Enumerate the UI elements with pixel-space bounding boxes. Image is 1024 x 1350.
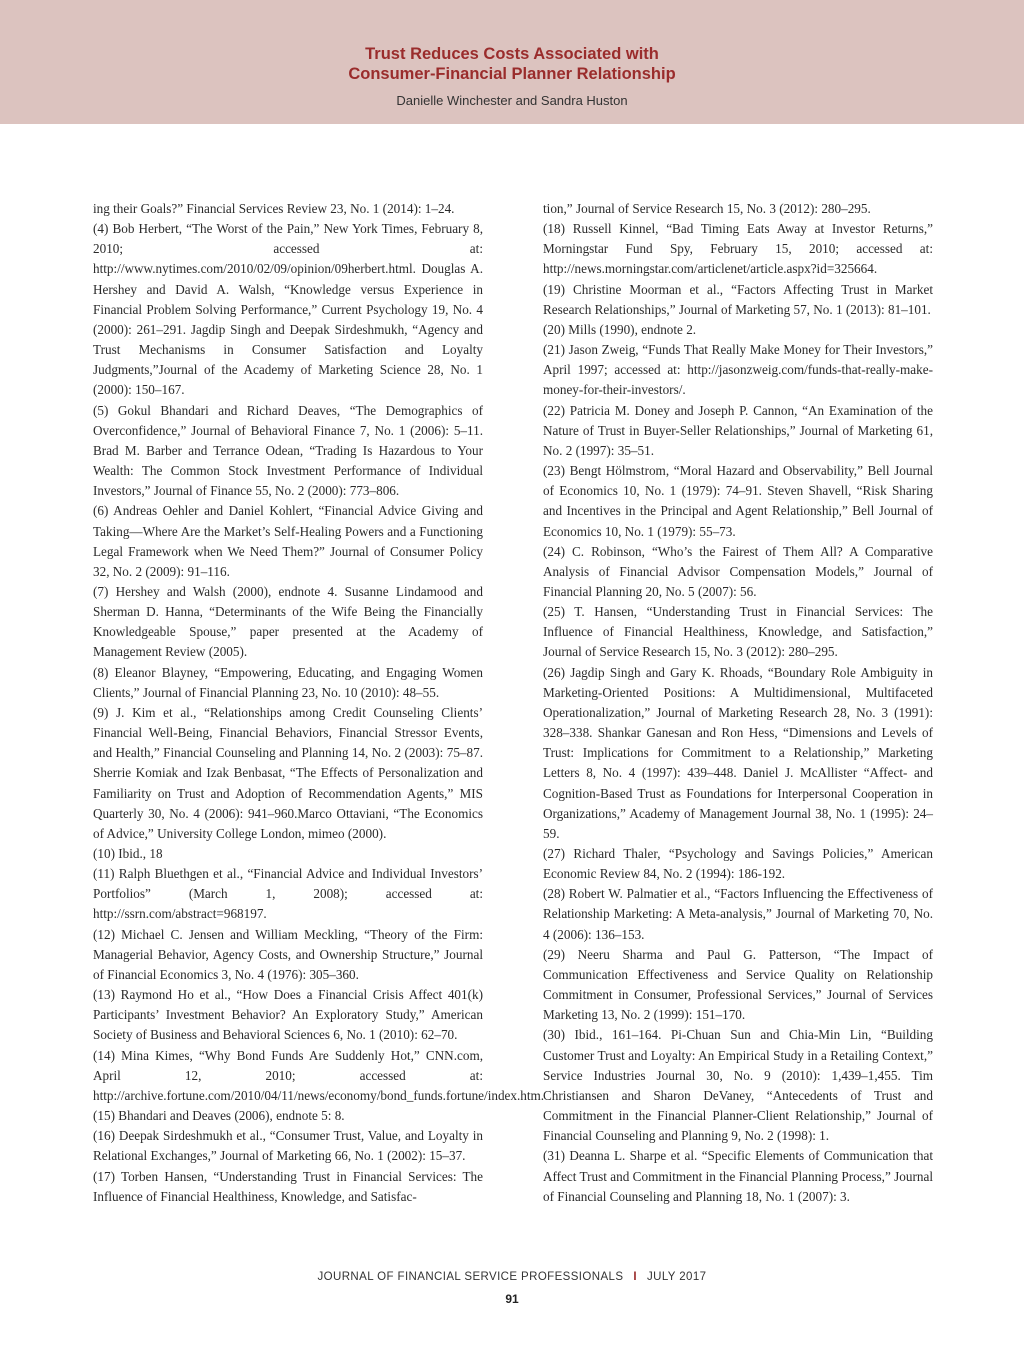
endnote-6: (6) Andreas Oehler and Daniel Kohlert, “Financial Advice Giving and Taking—Where Are the Market’s Self-Healing Powers and a Functioning Legal Framework when We Need Them?” Journal of Consumer Policy 32, No. 2 (2009): 91–116.	[93, 503, 483, 579]
header-band	[0, 0, 1024, 124]
endnote-7: (7) Hershey and Walsh (2000), endnote 4. Susanne Lindamood and Sherman D. Hanna, “Determinants of the Wife Being the Financially Knowledgeable Spouse,” paper presented at the Academy of Management Review (2005).	[93, 583, 483, 660]
endnote-4: (4) Bob Herbert, “The Worst of the Pain,” New York Times, February 8, 2010; accessed at: http://www.nytimes.com/2010/02/09/opinion/09herbert.html. Douglas A. Hershey and David A. Walsh, “Knowledge versus Experience in Financial Problem Solving Performance,” Current Psychology 19, No. 4 (2000): 261–291. Jagdip Singh and Deepak Sirdeshmukh, “Agency and Trust Mechanisms in Consumer Satisfaction and Loyalty Judgments,”Journal of the Academy of Marketing Science 28, No. 1 (2000): 150–167.	[93, 221, 483, 398]
endnote-17: (17) Torben Hansen, “Understanding Trust in Financial Services: The Influence of Financial Healthiness, Knowledge, and Satisfac-	[93, 1168, 483, 1204]
endnote-27: (27) Richard Thaler, “Psychology and Savings Policies,” American Economic Review 84, No. 2 (1994): 186-192.	[543, 846, 933, 882]
endnote-14: (14) Mina Kimes, “Why Bond Funds Are Suddenly Hot,” CNN.com, April 12, 2010; accessed at: http://archive.fortune.com/2010/04/11/news/economy/bond_funds.fortune/index.htm.	[93, 1047, 545, 1103]
endnote-26: (26) Jagdip Singh and Gary K. Rhoads, “Boundary Role Ambiguity in Marketing-Oriented Positions: A Multidimensional, Multifaceted Operationalization,” Journal of Marketing Research 28, No. 3 (1991): 328–338. Shankar Ganesan and Ron Hess, “Dimensions and Levels of Trust: Implications for Commitment to a Relationship,” Marketing Letters 8, No. 4 (1997): 439–448. Daniel J. McAllister “Affect- and Cognition-Based Trust as Foundations for Interpersonal Cooperation in Organizations,” Academy of Management Journal 38, No. 1 (1995): 24–59.	[543, 664, 933, 841]
endnote-16: (16) Deepak Sirdeshmukh et al., “Consumer Trust, Value, and Loyalty in Relational Exchanges,” Journal of Marketing 66, No. 1 (2002): 15–37.	[93, 1128, 483, 1164]
endnote-24: (24) C. Robinson, “Who’s the Fairest of Them All? A Comparative Analysis of Financial Advisor Compensation Models,” Journal of Financial Planning 20, No. 5 (2007): 56.	[543, 543, 933, 599]
endnote-9: (9) J. Kim et al., “Relationships among Credit Counseling Clients’ Financial Well-Being, Financial Behaviors, Financial Stressor Events, and Health,” Financial Counseling and Planning 14, No. 2 (2003): 75–87. Sherrie Komiak and Izak Benbasat, “The Effects of Personalization and Familiarity on Trust and Adoption of Recommendation Agents,” MIS Quarterly 30, No. 4 (2006): 941–960.Marco Ottaviani, “The Economics of Advice,” University College London, mimeo (2000).	[93, 704, 483, 841]
endnote-30: (30) Ibid., 161–164. Pi-Chuan Sun and Chia-Min Lin, “Building Customer Trust and Loyalty: An Empirical Study in a Retailing Context,” Service Industries Journal 30, No. 9 (2010): 1,439–1,455. Tim Christiansen and Sharon DeVaney, “Antecedents of Trust and Commitment in the Financial Planner-Client Relationship,” Journal of Financial Counseling and Planning 9, No. 2 (1998): 1.	[543, 1027, 933, 1144]
endnote-25: (25) T. Hansen, “Understanding Trust in Financial Services: The Influence of Financial Healthiness, Knowledge, and Satisfaction,” Journal of Service Research 15, No. 3 (2012): 280–295.	[543, 604, 933, 660]
endnote-15: (15) Bhandari and Deaves (2006), endnote 5: 8.	[93, 1108, 345, 1124]
endnote-29: (29) Neeru Sharma and Paul G. Patterson, “The Impact of Communication Effectiveness and Service Quality on Relationship Commitment in Consumer, Professional Services,” Journal of Services Marketing 13, No. 2 (1999): 151–170.	[543, 946, 933, 1023]
endnotes-right-column	[543, 199, 933, 1207]
endnote-17-continued: tion,” Journal of Service Research 15, No. 3 (2012): 280–295.	[543, 201, 871, 216]
page-number: 91	[505, 1292, 519, 1306]
endnote-12: (12) Michael C. Jensen and William Meckling, “Theory of the Firm: Managerial Behavior, Agency Costs, and Ownership Structure,” Journal of Financial Economics 3, No. 4 (1976): 305–360.	[93, 926, 483, 982]
article-title	[0, 44, 1024, 84]
article-title-line-1: Trust Reduces Costs Associated with	[365, 45, 659, 63]
endnote-19: (19) Christine Moorman et al., “Factors Affecting Trust in Market Research Relationships,” Journal of Marketing 57, No. 1 (2013): 81–101.	[543, 281, 933, 317]
article-title-line-2: Consumer-Financial Planner Relationship	[348, 65, 676, 83]
endnote-5: (5) Gokul Bhandari and Richard Deaves, “The Demographics of Overconfidence,” Journal of Behavioral Finance 7, No. 1 (2006): 5–11. Brad M. Barber and Terrance Odean, “Trading Is Hazardous to Your Wealth: The Common Stock Investment Performance of Individual Investors,” Journal of Finance 55, No. 2 (2000): 773–806.	[93, 402, 483, 499]
article-authors: Danielle Winchester and Sandra Huston	[396, 93, 628, 108]
endnote-22: (22) Patricia M. Doney and Joseph P. Cannon, “An Examination of the Nature of Trust in Buyer-Seller Relationships,” Journal of Marketing 61, No. 2 (1997): 35–51.	[543, 402, 933, 458]
endnote-23: (23) Bengt Hölmstrom, “Moral Hazard and Observability,” Bell Journal of Economics 10, No. 1 (1979): 74–91. Steven Shavell, “Risk Sharing and Incentives in the Principal and Agent Relationship,” Bell Journal of Economics 10, No. 1 (1979): 55–73.	[543, 463, 933, 539]
endnote-8: (8) Eleanor Blayney, “Empowering, Educating, and Engaging Women Clients,” Journal of Financial Planning 23, No. 10 (2010): 48–55.	[93, 664, 483, 700]
endnote-13: (13) Raymond Ho et al., “How Does a Financial Crisis Affect 401(k) Participants’ Investment Behavior? An Exploratory Study,” American Society of Business and Behavioral Sciences 6, No. 1 (2010): 62–70.	[93, 987, 483, 1043]
endnote-18: (18) Russell Kinnel, “Bad Timing Eats Away at Investor Returns,” Morningstar Fund Spy, February 15, 2010; accessed at: http://news.morningstar.com/articlenet/article.aspx?id=325664.	[543, 221, 933, 277]
footer-separator: I	[633, 1271, 637, 1283]
page-footer	[0, 1271, 1024, 1283]
endnote-3-continued: ing their Goals?” Financial Services Review 23, No. 1 (2014): 1–24.	[93, 201, 455, 216]
endnote-21: (21) Jason Zweig, “Funds That Really Make Money for Their Investors,” April 1997; accessed at: http://jasonzweig.com/funds-that-really-make-money-for-their-investors/.	[543, 342, 933, 398]
endnote-20: (20) Mills (1990), endnote 2.	[543, 321, 697, 337]
endnote-31: (31) Deanna L. Sharpe et al. “Specific Elements of Communication that Affect Trust and Commitment in the Financial Planning Process,” Journal of Financial Counseling and Planning 18, No. 1 (2007): 3.	[543, 1148, 933, 1204]
issue-date: JULY 2017	[647, 1271, 707, 1283]
endnote-28: (28) Robert W. Palmatier et al., “Factors Influencing the Effectiveness of Relationship Marketing: A Meta-analysis,” Journal of Marketing 70, No. 4 (2006): 136–153.	[543, 886, 933, 942]
journal-name: JOURNAL OF FINANCIAL SERVICE PROFESSIONALS	[317, 1271, 624, 1283]
endnotes-left-column	[93, 199, 545, 1207]
endnote-10: (10) Ibid., 18	[93, 846, 163, 861]
endnote-11: (11) Ralph Bluethgen et al., “Financial Advice and Individual Investors’ Portfolios” (March 1, 2008); accessed at: http://ssrn.com/abstract=968197.	[93, 866, 483, 922]
